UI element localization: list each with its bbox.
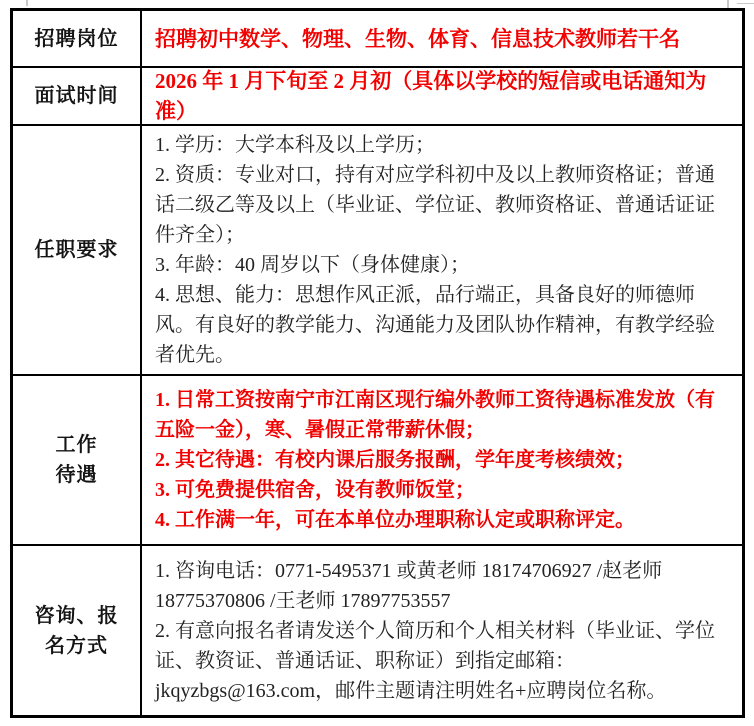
cell-paragraph: 3. 年龄：40 周岁以下（身体健康）； <box>155 254 470 276</box>
scan-artifact-line <box>727 0 729 8</box>
scan-artifact-line <box>26 0 28 6</box>
recruitment-table <box>10 8 745 718</box>
row-header-label: 待遇 <box>55 464 98 486</box>
row-header-contact <box>13 546 142 715</box>
cell-paragraph: 2. 其它待遇：有校内课后服务报酬，学年度考核绩效； <box>155 449 635 471</box>
row-header-position <box>13 11 142 66</box>
cell-paragraph: 招聘初中数学、物理、生物、体育、信息技术教师若干名 <box>155 26 680 51</box>
row-header-label: 名方式 <box>45 634 108 657</box>
scan-artifact-line <box>737 3 754 4</box>
cell-paragraph: 2. 资质：专业对口，持有对应学科初中及以上教师资格证；普通话二级乙等及以上（毕业证、学位证、教师资格证、普通话证证件齐全）； <box>155 164 715 246</box>
row-header-benefits <box>13 376 142 544</box>
cell-contact-content <box>142 546 742 715</box>
cell-paragraph: 1. 日常工资按南宁市江南区现行编外教师工资待遇标准发放（有五险一金），寒、暑假正常带薪休假； <box>155 389 715 441</box>
cell-paragraph: 2. 有意向报名者请发送个人简历和个人相关材料（毕业证、学位证、教资证、普通话证、职称证）到指定邮箱：jkqyzbgs@163.com，邮件主题请注明姓名+应聘岗位名称。 <box>155 619 715 702</box>
cell-paragraph: 3. 可免费提供宿舍，设有教师饭堂； <box>155 479 475 501</box>
row-header-label: 任职要求 <box>34 239 119 261</box>
cell-paragraph: 1. 咨询电话：0771-5495371 或黄老师 18174706927 /赵老师 18775370806 /王老师 17897753557 <box>155 559 663 612</box>
row-header-label: 面试时间 <box>34 85 119 107</box>
cell-paragraph: 4. 思想、能力：思想作风正派，品行端正，具备良好的师德师风。有良好的教学能力、沟通能力及团队协作精神，有教学经验者优先。 <box>155 284 715 366</box>
table-row-requirements <box>13 124 742 374</box>
cell-position-content <box>142 11 742 66</box>
table-row-benefits <box>13 374 742 544</box>
cell-requirements-content <box>142 126 742 374</box>
table-row-position <box>13 11 742 66</box>
cell-interview-time-content <box>142 68 742 124</box>
row-header-requirements <box>13 126 142 374</box>
row-header-interview-time <box>13 68 142 124</box>
cell-paragraph: 1. 学历：大学本科及以上学历； <box>155 134 435 156</box>
cell-benefits-content <box>142 376 742 544</box>
row-header-label: 招聘岗位 <box>34 27 119 50</box>
table-row-interview-time <box>13 66 742 124</box>
row-header-label: 工作 <box>55 434 98 456</box>
row-header-label: 咨询、报 <box>34 604 119 627</box>
table-row-contact <box>13 544 742 715</box>
cell-paragraph: 4. 工作满一年，可在本单位办理职称认定或职称评定。 <box>155 509 635 531</box>
cell-paragraph: 2026 年 1 月下旬至 2 月初（具体以学校的短信或电话通知为准） <box>155 69 707 123</box>
